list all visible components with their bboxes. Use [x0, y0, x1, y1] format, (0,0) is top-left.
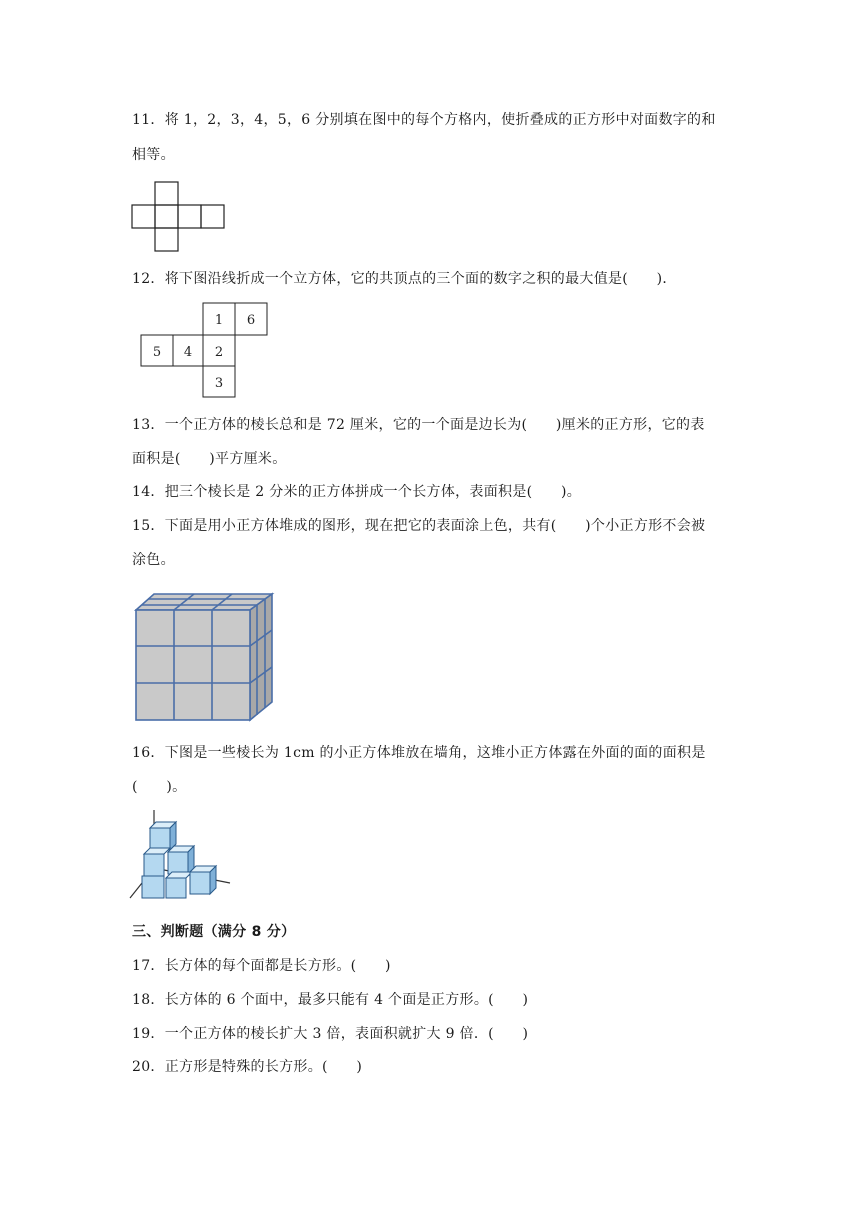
q15-text-line2: 涂色。 [132, 552, 175, 568]
q13-text-line1: 13．一个正方体的棱长总和是 72 厘米，它的一个面是边长为( )厘米的正方形，它的表 [132, 417, 705, 433]
q12-number-1: 1 [214, 313, 224, 328]
q11-net-cell[interactable] [155, 182, 178, 205]
cube-front-face [136, 610, 250, 720]
q11-cross-net-figure [130, 181, 230, 255]
q12-text: 12．将下图沿线折成一个立方体，它的共顶点的三个面的数字之积的最大值是( )． [132, 271, 677, 287]
q19-text: 19．一个正方体的棱长扩大 3 倍，表面积就扩大 9 倍．( ) [132, 1026, 529, 1042]
q14-text: 14．把三个棱长是 2 分米的正方体拼成一个长方体，表面积是( )。 [132, 484, 582, 500]
q11-net-cell[interactable] [178, 205, 201, 228]
q18-text: 18．长方体的 6 个面中，最多只能有 4 个面是正方形。( ) [132, 992, 529, 1008]
cube-right-face [250, 594, 272, 720]
q12-number-3: 3 [214, 376, 224, 391]
cube-top-face [136, 594, 272, 610]
q11-text-line1: 11．将 1，2，3，4，5，6 分别填在图中的每个方格内，使折叠成的正方形中对面数字的和 [132, 112, 716, 128]
q17-text: 17．长方体的每个面都是长方形。( ) [132, 958, 391, 974]
q11-net-cell[interactable] [201, 205, 224, 228]
q12-numbered-net-figure [140, 302, 270, 398]
q11-net-cell[interactable] [155, 228, 178, 251]
q12-number-6: 6 [246, 313, 256, 328]
q20-text: 20．正方形是特殊的长方形。( ) [132, 1059, 363, 1075]
q16-corner-cubes-figure [128, 808, 236, 904]
q16-text-line2: ( )。 [132, 779, 187, 795]
q15-text-line1: 15．下面是用小正方体堆成的图形，现在把它的表面涂上色，共有( )个小正方形不会被 [132, 518, 706, 534]
q16-text-line1: 16．下图是一些棱长为 1cm 的小正方体堆放在墙角，这堆小正方体露在外面的面的面积是 [132, 745, 706, 761]
q12-number-4: 4 [183, 345, 193, 360]
q11-net-cell[interactable] [155, 205, 178, 228]
q12-number-5: 5 [152, 345, 162, 360]
q11-text-line2: 相等。 [132, 147, 175, 163]
q13-text-line2: 面积是( )平方厘米。 [132, 451, 287, 467]
q11-net-cell[interactable] [132, 205, 155, 228]
q15-cube-stack-figure [130, 590, 278, 724]
stacked-cubes [142, 822, 216, 898]
q12-number-2: 2 [214, 345, 224, 360]
section-three-heading: 三、判断题（满分 8 分） [132, 924, 296, 940]
